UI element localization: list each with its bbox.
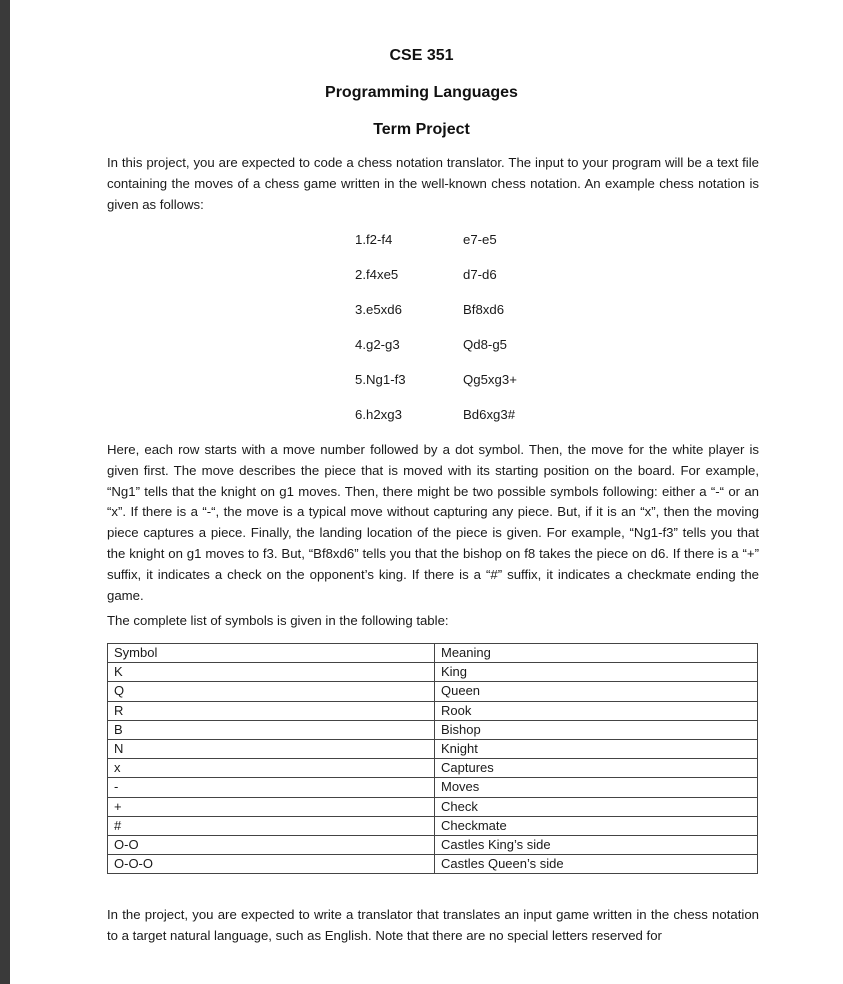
move-white: 4.g2-g3 (355, 337, 400, 352)
meaning-cell: Checkmate (435, 816, 758, 835)
intro-paragraph: In this project, you are expected to code a chess notation translator. The input to your program will be a text file containing the moves of a chess game written in the well-known chess notation. An example chess notation is given as follows: (107, 155, 759, 212)
symbol-cell: + (108, 797, 435, 816)
move-black: Bd6xg3# (463, 407, 516, 422)
meaning-cell: Captures (435, 759, 758, 778)
table-row (108, 816, 758, 835)
move-black: d7-d6 (463, 267, 497, 282)
symbol-cell: O-O-O (108, 855, 435, 874)
symbol-cell: # (108, 816, 435, 835)
symbol-cell: - (108, 778, 435, 797)
meaning-cell: Castles Queen’s side (435, 855, 758, 874)
symbol-cell: N (108, 739, 435, 758)
move-black: e7-e5 (463, 232, 497, 247)
explanation-paragraph: Here, each row starts with a move number followed by a dot symbol. Then, the move for the white player is given first. The move describes the piece that is moved with its starting position on the board. For example, “Ng1” tells that the knight on g1 moves. Then, there might be two possible symbols following: either a “-“ or an “x”. If there is a “-“, the move is a typical move without capturing any piece. But, if it is an “x”, then the moving piece captures a piece. Finally, the landing location of the piece is given. For example, “Ng1-f3” tells you that the knight on g1 moves to f3. But, “Bf8xd6” tells you that the bishop on f8 takes the piece on d6. If there is a “+” suffix, it indicates a check on the opponent’s king. If there is a “#” suffix, it indicates a checkmate ending the game. (107, 442, 759, 603)
table-header-symbol: Symbol (108, 644, 435, 663)
move-black: Qd8-g5 (463, 337, 507, 352)
table-row (108, 720, 758, 739)
meaning-cell: Queen (435, 682, 758, 701)
table-header-meaning: Meaning (435, 644, 758, 663)
document-title: Term Project (373, 121, 470, 138)
table-row (108, 663, 758, 682)
course-subject: Programming Languages (325, 84, 518, 101)
meaning-cell: Bishop (435, 720, 758, 739)
move-white: 2.f4xe5 (355, 267, 399, 282)
symbol-table (107, 643, 758, 874)
symbol-cell: O-O (108, 835, 435, 854)
move-black: Qg5xg3+ (463, 372, 517, 387)
symbol-cell: Q (108, 682, 435, 701)
table-row (108, 682, 758, 701)
course-code: CSE 351 (389, 47, 454, 64)
table-header-row (108, 644, 758, 663)
closing-paragraph: In the project, you are expected to write a translator that translates an input game written in the chess notation to a target natural language, such as English. Note that there are no special letters reserved for (107, 907, 759, 943)
table-intro: The complete list of symbols is given in the following table: (107, 613, 449, 628)
meaning-cell: Knight (435, 739, 758, 758)
symbol-cell: K (108, 663, 435, 682)
meaning-cell: Castles King’s side (435, 835, 758, 854)
symbol-cell: R (108, 701, 435, 720)
table-row (108, 739, 758, 758)
viewer-left-edge (0, 0, 10, 984)
table-row (108, 835, 758, 854)
meaning-cell: King (435, 663, 758, 682)
move-black: Bf8xd6 (463, 302, 505, 317)
table-row (108, 855, 758, 874)
move-white: 6.h2xg3 (355, 407, 402, 422)
meaning-cell: Moves (435, 778, 758, 797)
table-row (108, 701, 758, 720)
symbol-cell: B (108, 720, 435, 739)
meaning-cell: Rook (435, 701, 758, 720)
meaning-cell: Check (435, 797, 758, 816)
move-white: 1.f2-f4 (355, 232, 393, 247)
table-row (108, 759, 758, 778)
move-white: 5.Ng1-f3 (355, 372, 406, 387)
symbol-cell: x (108, 759, 435, 778)
move-white: 3.e5xd6 (355, 302, 402, 317)
table-row (108, 797, 758, 816)
table-row (108, 778, 758, 797)
